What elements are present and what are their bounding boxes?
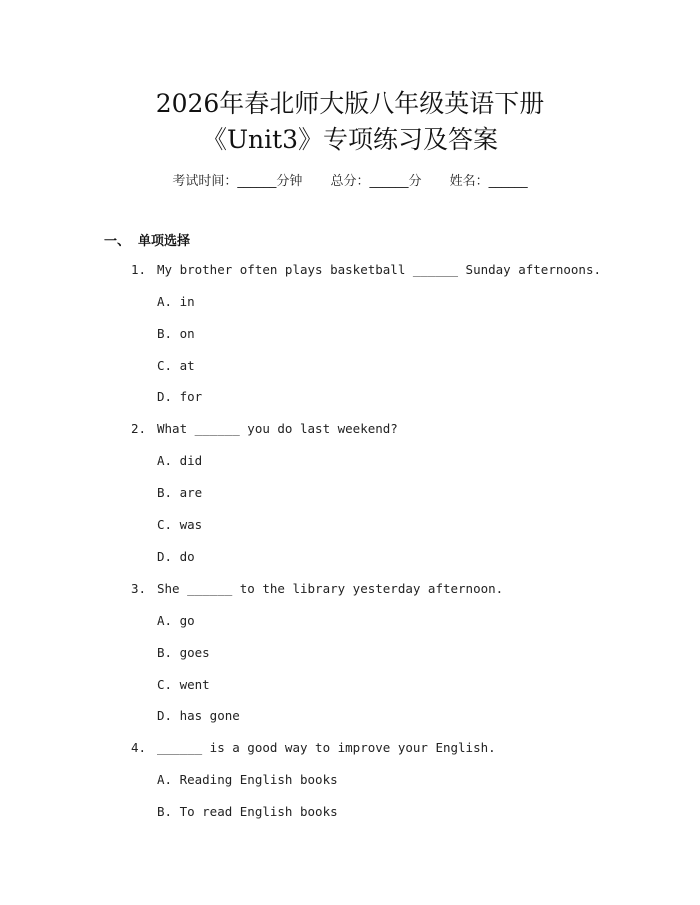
- exam-time-field: 考试时间：______分钟: [172, 174, 303, 189]
- answer-option: B. are: [157, 485, 203, 500]
- section-heading: [104, 230, 190, 249]
- answer-option: C. went: [157, 677, 210, 692]
- total-score-field: 总分：______分: [330, 174, 422, 189]
- answer-option: A. in: [157, 294, 195, 309]
- question-text: What ______ you do last weekend?: [157, 421, 398, 436]
- answer-option: A. Reading English books: [157, 772, 338, 787]
- answer-option: D. for: [157, 389, 203, 404]
- answer-option: A. go: [157, 613, 195, 628]
- answer-option: D. has gone: [157, 708, 240, 723]
- section-title: 单项选择: [138, 234, 191, 249]
- question-number: 4.: [131, 740, 147, 755]
- answer-option: A. did: [157, 453, 203, 468]
- answer-option: B. To read English books: [157, 804, 338, 819]
- question-text: My brother often plays basketball ______ Sunday afternoons.: [157, 262, 602, 277]
- page-title-line-2: 《Unit3》专项练习及答案: [201, 125, 499, 154]
- question-text: ______ is a good way to improve your English.: [157, 740, 496, 755]
- question-number: 3.: [131, 581, 147, 596]
- answer-option: C. at: [157, 358, 195, 373]
- page-title-line-1: 2026年春北师大版八年级英语下册: [155, 89, 545, 118]
- exam-info-row: [0, 170, 700, 189]
- question-text: She ______ to the library yesterday afternoon.: [157, 581, 504, 596]
- student-name-field: 姓名：______: [449, 174, 528, 189]
- answer-option: B. goes: [157, 645, 210, 660]
- answer-option: C. was: [157, 517, 203, 532]
- answer-option: B. on: [157, 326, 195, 341]
- answer-option: D. do: [157, 549, 195, 564]
- section-number: 一、: [104, 234, 131, 249]
- question-number: 2.: [131, 421, 147, 436]
- question-number: 1.: [131, 262, 147, 277]
